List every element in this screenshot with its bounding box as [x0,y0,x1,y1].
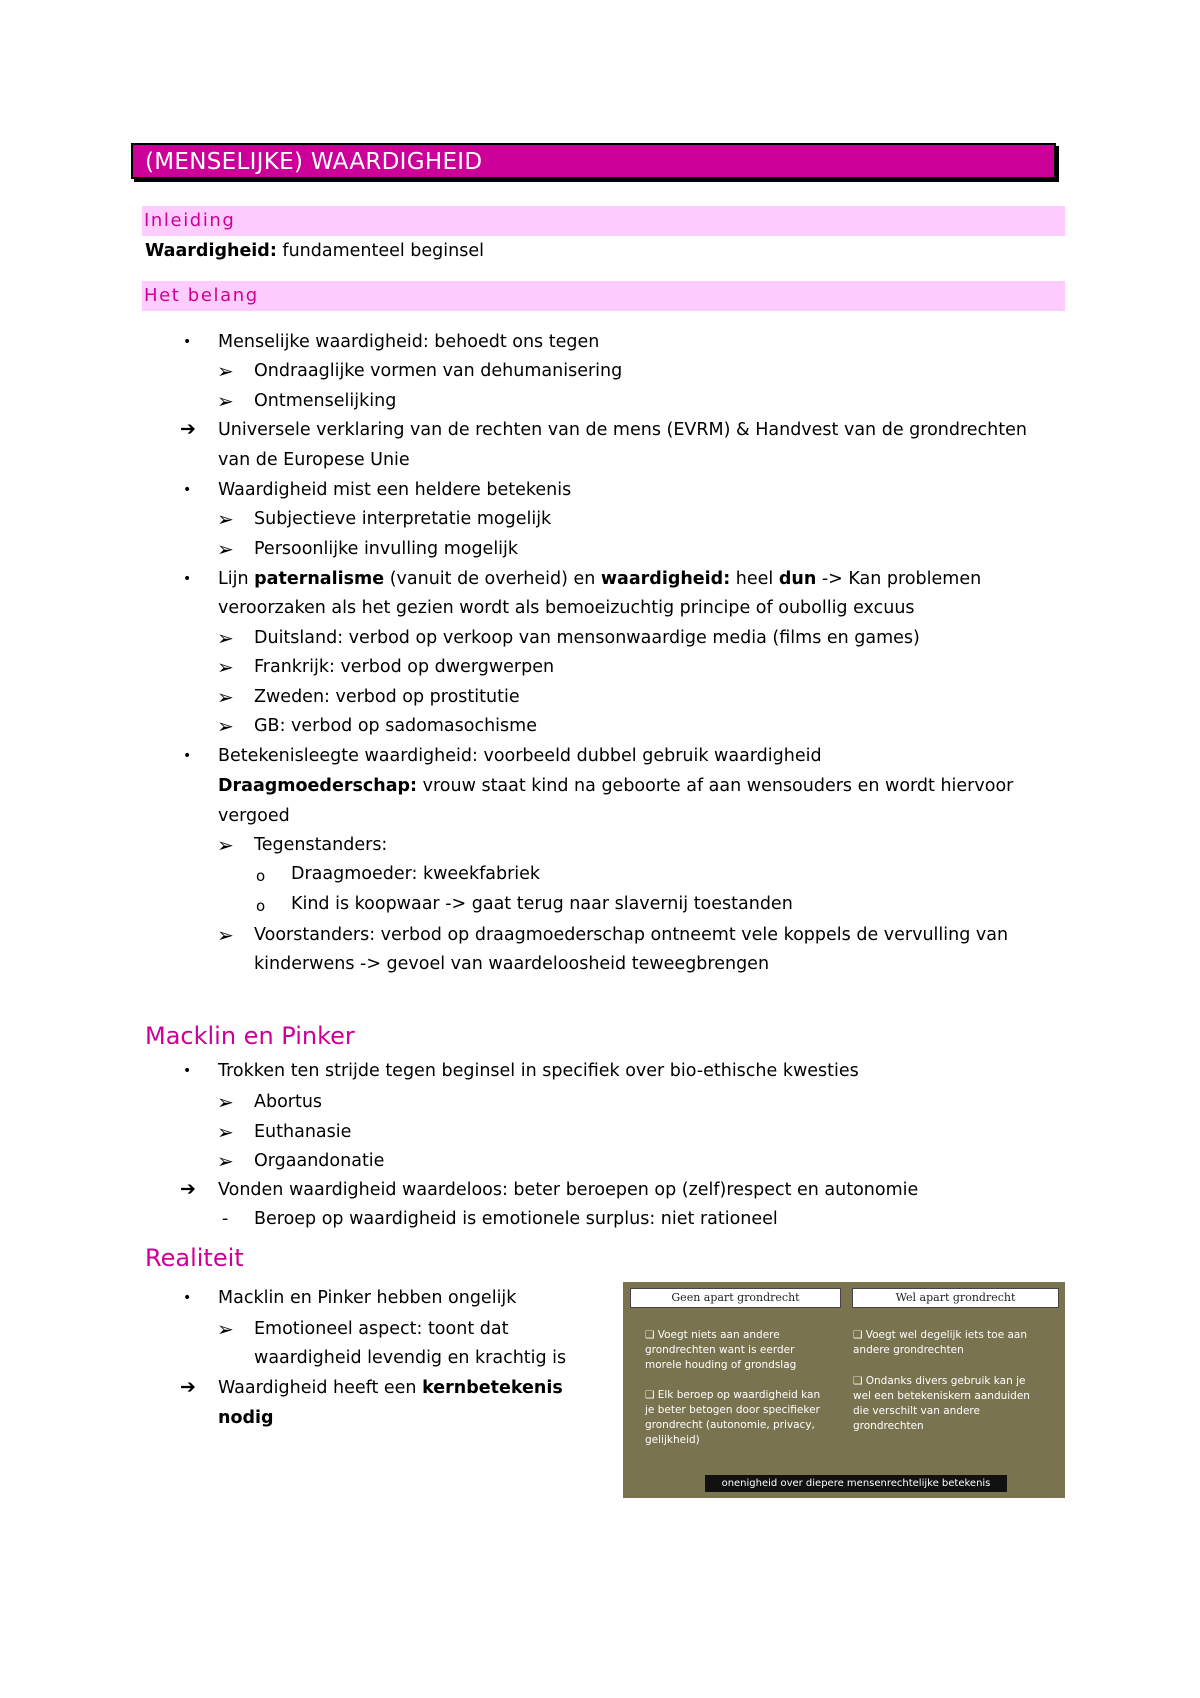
list-item: Trokken ten strijde tegen beginsel in specifiek over bio-ethische kwesties [218,1061,859,1081]
arrow-right-icon: ➔ [180,1376,196,1398]
bullet-icon: • [183,571,192,587]
arrowhead-icon: ➢ [217,833,234,857]
arrowhead-icon: ➢ [217,359,234,383]
list-item: Abortus [254,1092,323,1112]
list-item: Vonden waardigheid waardeloos: beter beroepen op (zelf)respect en autonomie [218,1180,919,1200]
arrowhead-icon: ➢ [217,1317,234,1341]
list-item: GB: verbod op sadomasochisme [254,716,537,736]
list-item: Frankrijk: verbod op dwergwerpen [254,657,555,677]
list-item-continued: kinderwens -> gevoel van waardeloosheid teweegbrengen [254,954,770,974]
slide-left-header: Geen apart grondrecht [630,1288,841,1308]
slide-footer: onenigheid over diepere mensenrechtelijke betekenis [705,1475,1007,1492]
arrow-right-icon: ➔ [180,418,196,440]
list-item: Euthanasie [254,1122,352,1142]
list-item: Universele verklaring van de rechten van de mens (EVRM) & Handvest van de grondrechten [218,420,1027,440]
list-item: Duitsland: verbod op verkoop van mensonwaardige media (films en games) [254,628,920,648]
slide-right-point-2: ❑ Ondanks divers gebruik kan je wel een betekeniskern aanduiden die verschilt van andere grondrechten [853,1375,1030,1432]
slide-right-header: Wel apart grondrecht [852,1288,1059,1308]
arrowhead-icon: ➢ [217,1120,234,1144]
arrowhead-icon: ➢ [217,389,234,413]
list-item: Persoonlijke invulling mogelijk [254,539,519,559]
list-item: Emotioneel aspect: toont dat [254,1319,509,1339]
list-item: Macklin en Pinker hebben ongelijk [218,1288,517,1308]
arrowhead-icon: ➢ [217,923,234,947]
bullet-icon: • [183,748,192,764]
list-item: Lijn paternalisme (vanuit de overheid) en waardigheid: heel dun -> Kan problemen [218,569,982,589]
slide-left-point-2: ❑ Elk beroep op waardigheid kan je beter betogen door specifieker grondrecht (autonomie, privacy, gelijkheid) [645,1389,821,1446]
inleiding-text: Waardigheid: fundamenteel beginsel [145,241,484,261]
list-item-continued: nodig [218,1408,274,1428]
list-item: Waardigheid heeft een kernbetekenis [218,1378,563,1398]
arrowhead-icon: ➢ [217,1149,234,1173]
list-item: Voorstanders: verbod op draagmoederschap ontneemt vele koppels de vervulling van [254,925,1009,945]
heading-inleiding: Inleiding [144,210,236,231]
dash-bullet-icon: - [222,1209,229,1229]
list-item-continued: veroorzaken als het gezien wordt als bemoeizuchtig principe of oubollig excuus [218,598,915,618]
circle-bullet-icon: o [256,897,266,915]
list-item: Ondraaglijke vormen van dehumanisering [254,361,623,381]
arrowhead-icon: ➢ [217,1090,234,1114]
arrowhead-icon: ➢ [217,507,234,531]
list-item-continued: Draagmoederschap: vrouw staat kind na geboorte af aan wensouders en wordt hiervoor [218,776,1014,796]
document-title: (MENSELIJKE) WAARDIGHEID [145,149,483,175]
list-item: Orgaandonatie [254,1151,385,1171]
slide-right-point-1: ❑ Voegt wel degelijk iets toe aan andere grondrechten [853,1329,1028,1356]
list-item: Menselijke waardigheid: behoedt ons tegen [218,332,600,352]
list-item: Kind is koopwaar -> gaat terug naar slavernij toestanden [291,894,793,914]
list-item: Beroep op waardigheid is emotionele surplus: niet rationeel [254,1209,778,1229]
arrowhead-icon: ➢ [217,537,234,561]
list-item: Betekenisleegte waardigheid: voorbeeld dubbel gebruik waardigheid [218,746,822,766]
heading-belang-band [142,281,1065,311]
list-item: Waardigheid mist een heldere betekenis [218,480,572,500]
list-item: Subjectieve interpretatie mogelijk [254,509,552,529]
list-item-continued: van de Europese Unie [218,450,410,470]
arrowhead-icon: ➢ [217,685,234,709]
list-item: Draagmoeder: kweekfabriek [291,864,541,884]
arrowhead-icon: ➢ [217,714,234,738]
list-item-continued: vergoed [218,806,290,826]
arrow-right-icon: ➔ [180,1178,196,1200]
heading-belang: Het belang [144,285,259,306]
list-item: Ontmenselijking [254,391,397,411]
document-title-bar [131,143,1056,179]
list-item: Zweden: verbod op prostitutie [254,687,520,707]
arrowhead-icon: ➢ [217,626,234,650]
list-item: Tegenstanders: [254,835,388,855]
list-item-continued: waardigheid levendig en krachtig is [254,1348,567,1368]
bullet-icon: • [183,1290,192,1306]
bullet-icon: • [183,1063,192,1079]
slide-left-point-1: ❑ Voegt niets aan andere grondrechten want is eerder morele houding of grondslag [645,1329,797,1371]
bullet-icon: • [183,334,192,350]
heading-macklin: Macklin en Pinker [145,1022,355,1050]
arrowhead-icon: ➢ [217,655,234,679]
heading-realiteit: Realiteit [145,1244,244,1272]
heading-inleiding-band [142,206,1065,236]
circle-bullet-icon: o [256,867,266,885]
bullet-icon: • [183,482,192,498]
embedded-slide-image [623,1282,1065,1498]
